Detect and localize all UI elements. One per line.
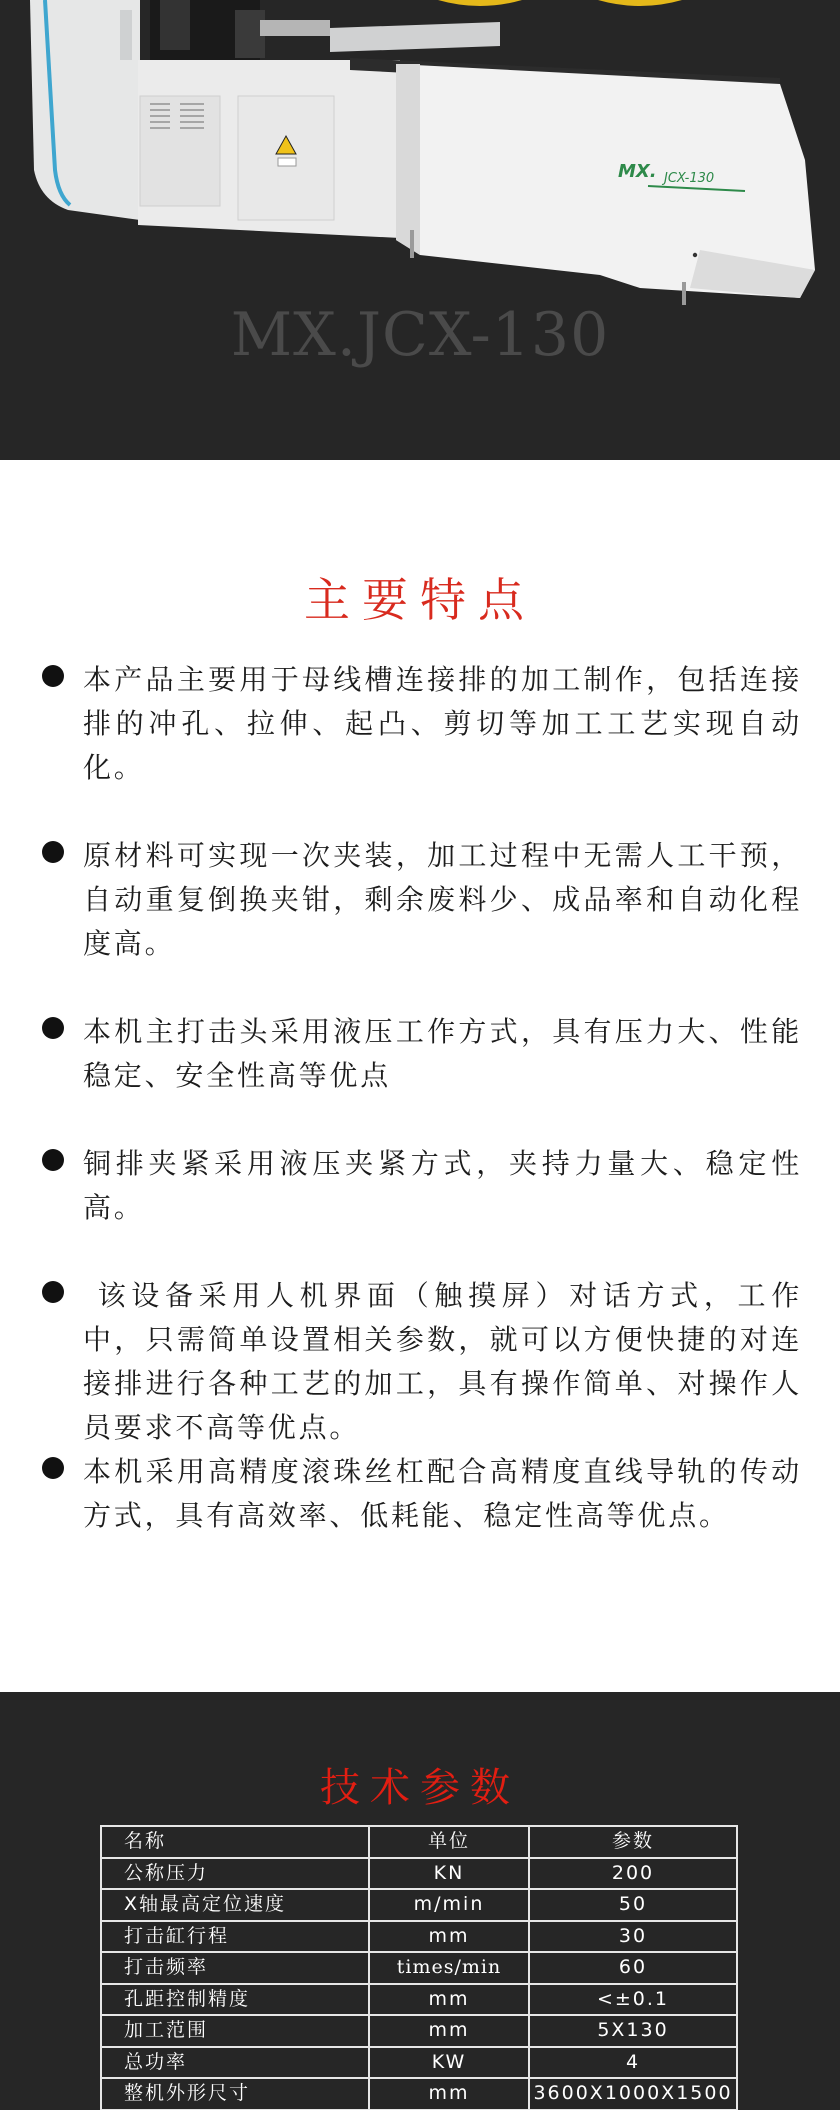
param-name: 孔距控制精度	[101, 1984, 369, 2016]
features-title: 主要特点	[304, 573, 536, 627]
param-value: 50	[529, 1889, 737, 1921]
feature-text: 本产品主要用于母线槽连接排的加工制作，包括连接排的冲孔、拉伸、起凸、剪切等加工工艺实现自动化。	[83, 663, 802, 784]
feature-text: 原材料可实现一次夹装，加工过程中无需人工干预，自动重复倒换夹钳，剩余废料少、成品率和自动化程度高。	[83, 839, 802, 960]
param-value: 3600X1000X1500	[529, 2078, 737, 2110]
warning-lamp-right	[598, 0, 682, 6]
params-title: 技术参数	[320, 1765, 520, 1811]
param-name: X轴最高定位速度	[101, 1889, 369, 1921]
table-header-row	[101, 1826, 737, 1858]
machine-brand-label: MX.	[618, 161, 657, 182]
param-unit: KN	[369, 1858, 529, 1890]
feature-item	[42, 1142, 802, 1230]
param-unit: times/min	[369, 1952, 529, 1984]
feature-text: 铜排夹紧采用液压夹紧方式，夹持力量大、稳定性高。	[83, 1147, 802, 1224]
param-name: 总功率	[101, 2047, 369, 2079]
param-value: 30	[529, 1921, 737, 1953]
feature-item	[42, 1274, 802, 1450]
machine-image	[0, 0, 840, 460]
bullet-dot-icon	[42, 841, 64, 863]
table-row	[101, 2015, 737, 2047]
param-value: <±0.1	[529, 1984, 737, 2016]
table-row	[101, 2047, 737, 2079]
param-value: 200	[529, 1858, 737, 1890]
machine-model-label: JCX-130	[664, 171, 715, 186]
features-section	[0, 460, 840, 1692]
param-name: 打击频率	[101, 1952, 369, 1984]
param-unit: mm	[369, 2078, 529, 2110]
param-name: 公称压力	[101, 1858, 369, 1890]
bullet-dot-icon	[42, 1017, 64, 1039]
table-row	[101, 1889, 737, 1921]
bullet-dot-icon	[42, 1149, 64, 1171]
table-row	[101, 2078, 737, 2110]
feature-text: 该设备采用人机界面（触摸屏）对话方式，工作中，只需简单设置相关参数，就可以方便快捷的对连接排进行各种工艺的加工，具有操作简单、对操作人员要求不高等优点。	[83, 1279, 803, 1444]
feature-text: 本机采用高精度滚珠丝杠配合高精度直线导轨的传动方式，具有高效率、低耗能、稳定性高等优点。	[83, 1455, 802, 1532]
param-value: 5X130	[529, 2015, 737, 2047]
table-row	[101, 1984, 737, 2016]
param-unit: mm	[369, 1984, 529, 2016]
tech-params-section	[0, 1692, 840, 2110]
param-unit: KW	[369, 2047, 529, 2079]
param-name: 整机外形尺寸	[101, 2078, 369, 2110]
header-value: 参数	[529, 1826, 737, 1858]
table-row	[101, 1858, 737, 1890]
hero-banner	[0, 0, 840, 460]
feature-item	[42, 1010, 802, 1098]
table-row	[101, 1952, 737, 1984]
header-name: 名称	[101, 1826, 369, 1858]
param-value: 60	[529, 1952, 737, 1984]
param-value: 4	[529, 2047, 737, 2079]
param-unit: mm	[369, 1921, 529, 1953]
bullet-dot-icon	[42, 1281, 64, 1303]
warning-lamp-left	[438, 0, 522, 6]
feature-item	[42, 834, 802, 966]
param-unit: m/min	[369, 1889, 529, 1921]
table-row	[101, 1921, 737, 1953]
feature-text: 本机主打击头采用液压工作方式，具有压力大、性能稳定、安全性高等优点	[83, 1015, 802, 1092]
bullet-dot-icon	[42, 665, 64, 687]
params-table	[100, 1825, 738, 2110]
bullet-dot-icon	[42, 1457, 64, 1479]
feature-item	[42, 1450, 802, 1538]
feature-item	[42, 658, 802, 790]
param-unit: mm	[369, 2015, 529, 2047]
param-name: 打击缸行程	[101, 1921, 369, 1953]
header-unit: 单位	[369, 1826, 529, 1858]
model-watermark: MX.JCX-130	[230, 300, 610, 370]
param-name: 加工范围	[101, 2015, 369, 2047]
